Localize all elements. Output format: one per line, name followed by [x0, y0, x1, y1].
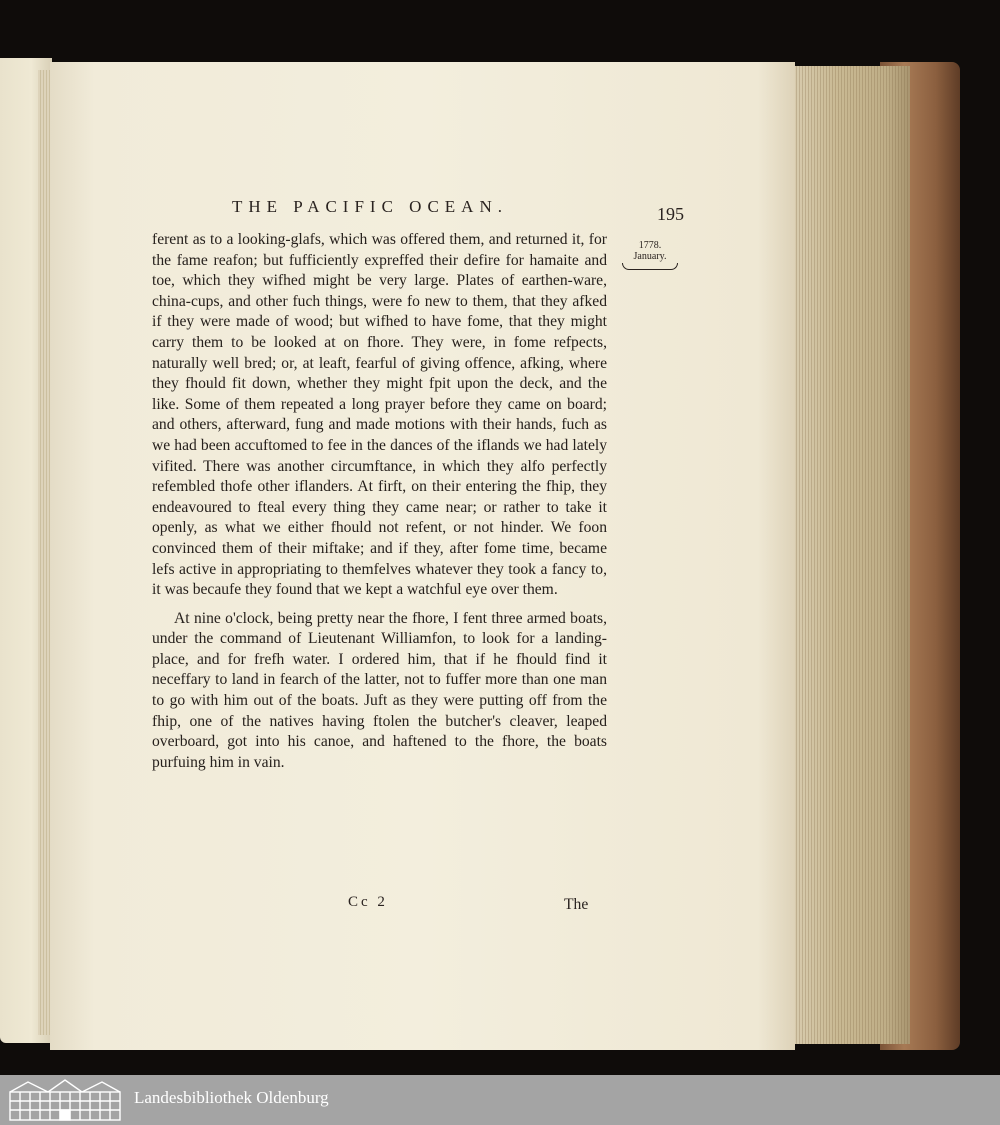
paragraph-2: At nine o'clock, being pretty near the fhore, I fent three armed boats, under the command of Lieutenant Williamfon, to look for a landing-place, and for frefh water. I ordered him, that if he fhould find it neceffary to land in fearch of the latter, not to fuffer more than one man to go with him out of the boats. Juft as they were putting off from the fhip, one of the natives having ftolen the butcher's cleaver, leaped overboard, got into his canoe, and haftened to the fhore, the boats purfuing him in vain. — [152, 609, 607, 771]
signature-mark: Cc 2 — [348, 894, 388, 910]
running-head: THE PACIFIC OCEAN. — [232, 197, 508, 216]
margin-note-month: January. — [633, 251, 667, 262]
brace-icon — [622, 263, 678, 270]
catchword: The — [564, 896, 589, 913]
margin-note-year: 1778. — [638, 240, 662, 251]
library-building-icon — [8, 1078, 122, 1122]
body-text — [152, 230, 607, 773]
margin-note — [618, 240, 682, 270]
paragraph-1: ferent as to a looking-glafs, which was offered them, and returned it, for the fame reafon; but fufficiently expreffed their defire for hamaite and toe, which they wifhed might be very large. Plates of earthen-ware, china-cups, and other fuch things, were fo new to them, that they afked if they were made of wood; but wifhed to have fome, that they might carry them to be looked at on fhore. They were, in fome refpects, naturally well bred; or, at leaft, fearful of giving offence, afking, where they fhould fit down, whether they might fpit upon the deck, and the like. Some of them repeated a long prayer before they came on board; and others, afterward, fung and made motions with their hands, fuch as we had been accuftomed to fee in the dances of the iflands we had lately vifited. There was another circumftance, in which they alfo perfectly refembled thofe other iflanders. At firft, on their entering the fhip, they endeavoured to fteal every thing they came near; or rather to take it openly, as what we either fhould not refent, or not hinder. We foon convinced them of their miftake; and if they, after fome time, became lefs active in appropriating to themfelves whatever they took a fancy to, it was becaufe they found that we kept a watchful eye over them. — [152, 231, 607, 599]
page-number: 195 — [657, 204, 684, 224]
page-fore-edge — [790, 66, 910, 1044]
library-name: Landesbibliothek Oldenburg — [134, 1088, 329, 1107]
library-banner — [0, 1075, 1000, 1125]
